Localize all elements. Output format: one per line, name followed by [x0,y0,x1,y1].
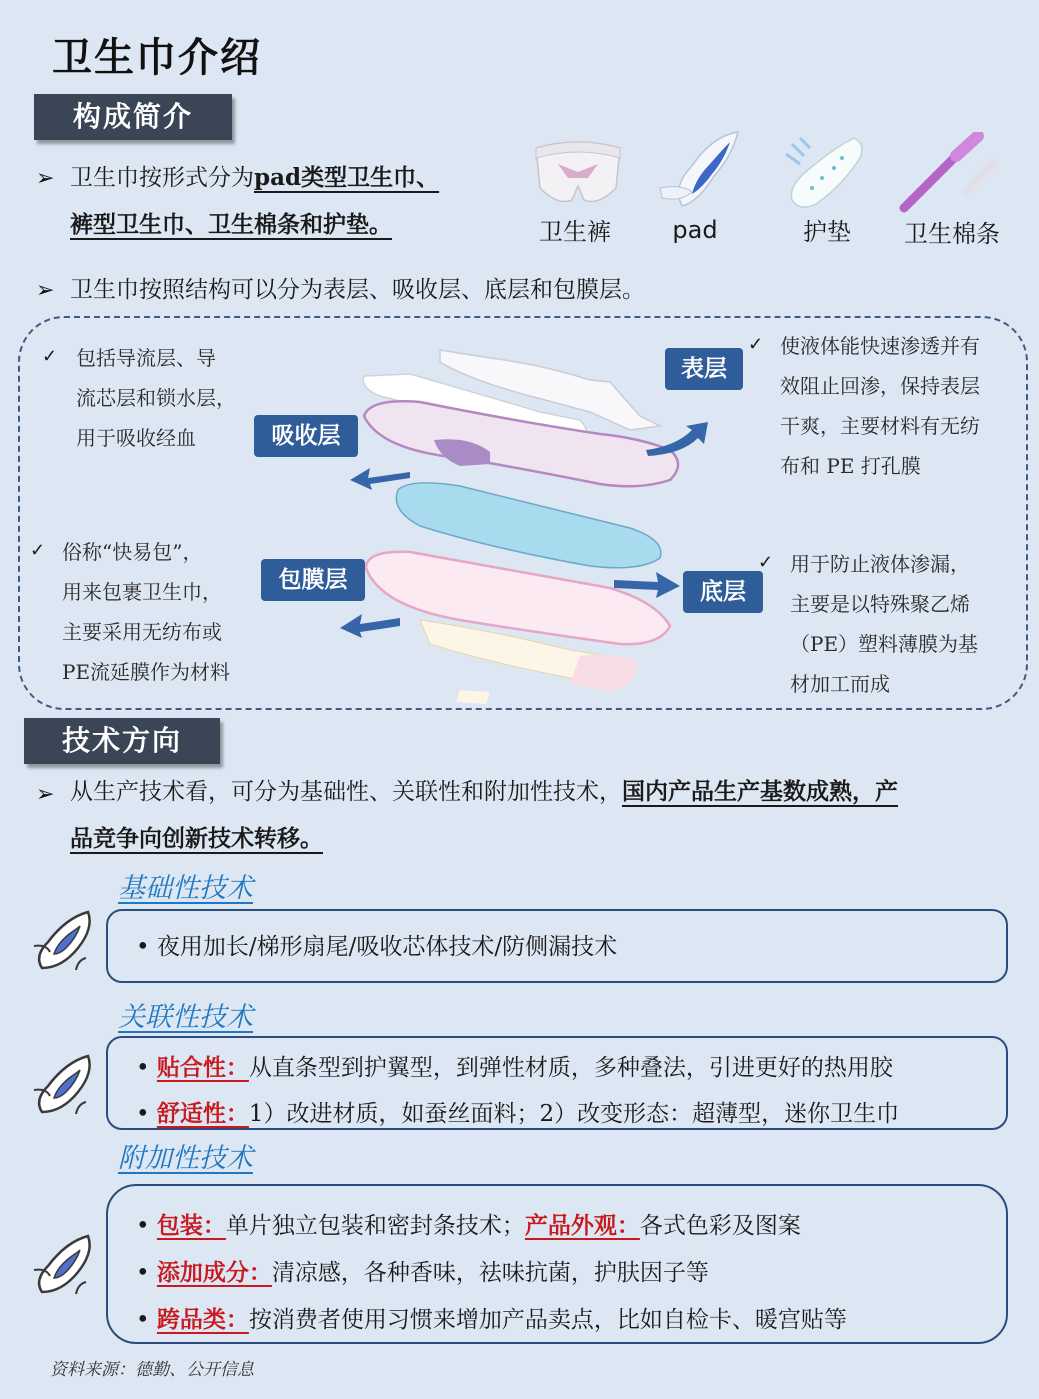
related-tech-item: • 舒适性：1）改进材质，如蚕丝面料；2）改变形态：超薄型，迷你卫生巾 [136,1100,900,1127]
note-wrap [62,532,230,692]
tech-line-1 [70,777,898,807]
note-line: PE流延膜作为材料 [62,660,231,684]
page-title: 卫生巾介绍 [52,34,262,81]
extra-key: 跨品类： [156,1306,249,1333]
tampon-icon [896,132,1006,214]
note-line: 使液体能快速渗透并有 [780,334,980,358]
pad-layers-illustration [340,340,730,704]
basic-tech-text: 夜用加长/梯形扇尾/吸收芯体技术/防侧漏技术 [156,934,618,960]
arrow-bullet-icon: ➢ [36,782,55,807]
extra-key: 产品外观： [524,1212,640,1239]
extra-tech-item: • 跨品类：按消费者使用习惯来增加产品卖点，比如自检卡、暖宫贴等 [136,1306,847,1333]
related-key: 贴合性： [156,1054,249,1081]
note-line: 效阻止回渗，保持表层 [780,374,980,398]
extra-tech-item: • 添加成分：清凉感，各种香味，祛味抗菌，护肤因子等 [136,1259,709,1286]
pad-icon [652,126,748,216]
intro-plain-text: 卫生巾按形式分为 [70,165,254,191]
note-line: 主要是以特殊聚乙烯 [790,592,970,616]
arrow-left-icon [350,460,412,490]
related-text: 从直条型到护翼型，到弹性材质，多种叠法，引进更好的热用胶 [248,1055,893,1081]
extra-key: 包装： [156,1212,226,1239]
extra-text: 按消费者使用习惯来增加产品卖点，比如自检卡、暖宫贴等 [248,1307,847,1333]
section-header-composition: 构成简介 [34,94,232,140]
subhead-basic-tech: 基础性技术 [118,873,253,904]
note-absorb [76,338,236,458]
intro-line-1 [70,163,463,193]
subhead-related-tech: 关联性技术 [118,1002,253,1033]
note-line: 用于防止液体渗漏， [790,552,970,576]
tag-absorb-layer: 吸收层 [254,415,358,457]
pad-outline-icon [32,906,96,980]
note-line: 材加工而成 [790,672,890,696]
tag-bottom-layer: 底层 [683,571,763,613]
subhead-extra-tech: 附加性技术 [118,1143,253,1174]
note-line: 主要采用无纺布或 [62,620,222,644]
tech-line-2: 品竞争向创新技术转移。 [70,825,323,852]
check-icon: ✓ [748,334,764,355]
note-line: 包括导流层、导 [76,346,216,370]
tag-wrap-layer: 包膜层 [261,559,365,601]
extra-text: 各式色彩及图案 [639,1213,801,1239]
check-icon: ✓ [30,540,46,561]
related-tech-item: • 贴合性：从直条型到护翼型，到弹性材质，多种叠法，引进更好的热用胶 [136,1054,893,1081]
product-label-tampon: 卫生棉条 [904,220,1000,248]
extra-tech-item: • 包装：单片独立包装和密封条技术；产品外观：各式色彩及图案 [136,1212,801,1239]
intro-line-2: 裤型卫生巾、卫生棉条和护垫。 [70,211,392,238]
note-surface [780,326,980,486]
intro-line-3: 卫生巾按照结构可以分为表层、吸收层、底层和包膜层。 [70,277,645,303]
tech-plain-text: 从生产技术看，可分为基础性、关联性和附加性技术， [70,779,622,805]
extra-key: 添加成分： [156,1259,272,1286]
basic-tech-item: • 夜用加长/梯形扇尾/吸收芯体技术/防侧漏技术 [136,934,618,960]
product-label-pants: 卫生裤 [539,218,611,246]
note-bottom [790,544,978,704]
extra-text: 单片独立包装和密封条技术； [225,1213,525,1239]
note-line: （PE）塑料薄膜为基 [790,632,979,656]
tech-bold-text-1: 国内产品生产基数成熟，产 [622,778,898,805]
pants-icon [528,128,628,218]
arrow-bullet-icon: ➢ [36,278,55,303]
note-line: 用来包裹卫生巾， [62,580,222,604]
source-note: 资料来源：德勤、公开信息 [50,1360,254,1380]
intro-bold-text-1: pad类型卫生巾、 [254,164,440,191]
arrow-right-icon [614,572,680,598]
note-line: 干爽，主要材料有无纺 [780,414,980,438]
note-line: 俗称“快易包”， [62,540,203,564]
arrow-right-up-icon [646,420,710,456]
note-line: 布和 PE 打孔膜 [780,454,921,478]
note-line: 流芯层和锁水层， [76,386,236,410]
product-label-liner: 护垫 [803,218,851,246]
section-header-tech: 技术方向 [24,718,220,764]
extra-text: 清凉感，各种香味，祛味抗菌，护肤因子等 [271,1260,709,1286]
liner-icon [782,130,868,216]
pad-outline-icon [32,1050,96,1124]
check-icon: ✓ [758,552,774,573]
related-key: 舒适性： [156,1100,249,1127]
arrow-left-icon [340,612,402,638]
arrow-bullet-icon: ➢ [36,166,55,191]
note-line: 用于吸收经血 [76,426,196,450]
related-text: 1）改进材质，如蚕丝面料；2）改变形态：超薄型，迷你卫生巾 [248,1101,900,1127]
tag-surface-layer: 表层 [665,348,743,390]
product-label-pad: pad [672,216,718,244]
pad-outline-icon [32,1230,96,1304]
check-icon: ✓ [42,346,58,367]
